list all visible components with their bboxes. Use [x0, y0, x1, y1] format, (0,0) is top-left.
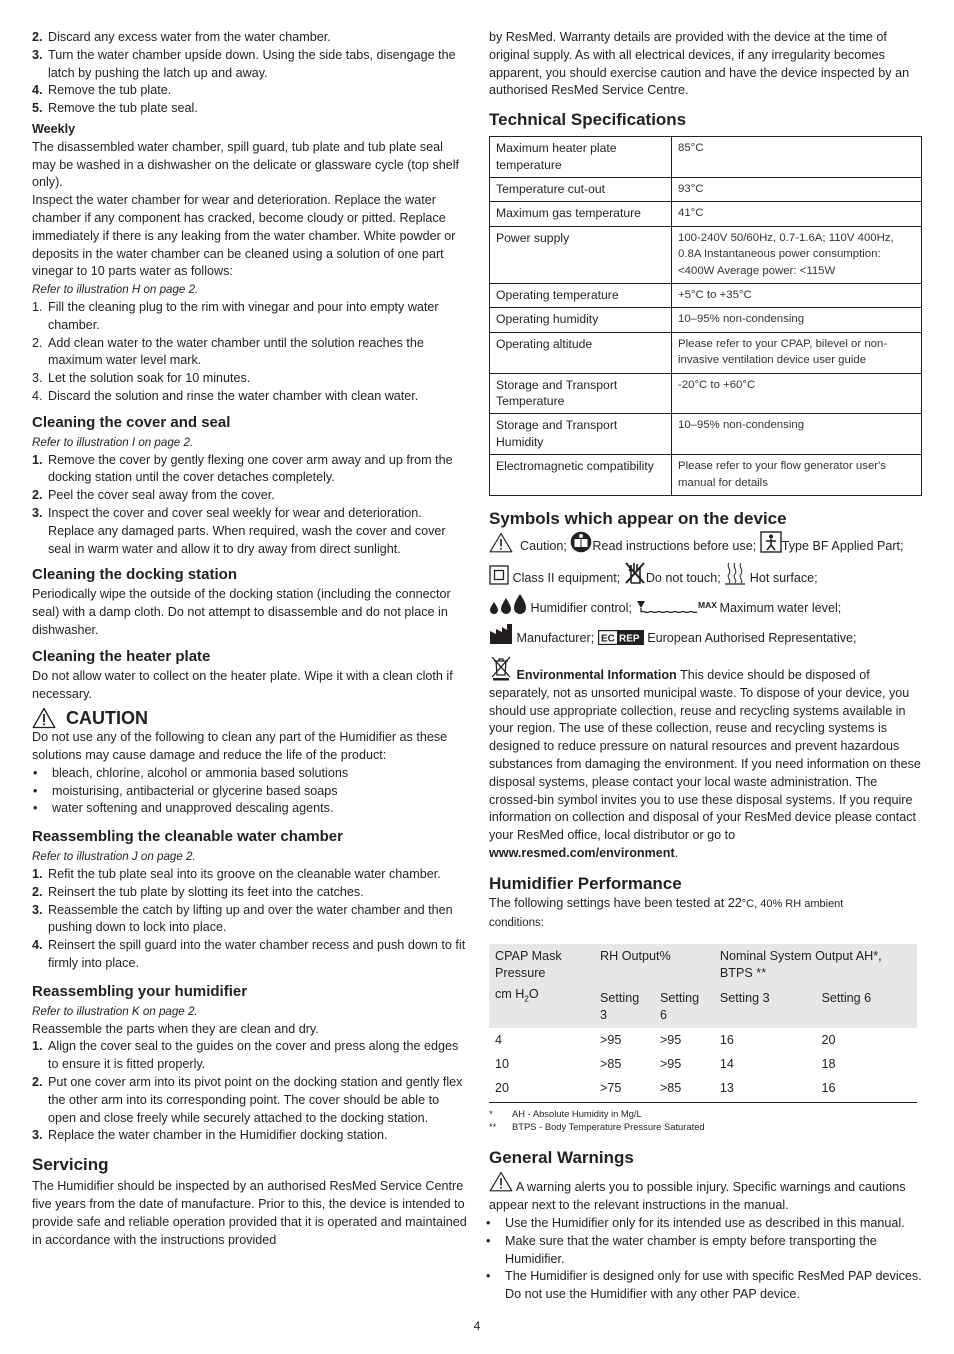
perf-footnotes [489, 1107, 925, 1133]
reassemble-humidifier-ref: Refer to illustration K on page 2. [32, 1004, 198, 1018]
list-item: 4. Discard the solution and rinse the water chamber with clean water. [32, 388, 419, 403]
cover-seal-heading: Cleaning the cover and seal [32, 413, 231, 431]
table-row: 10 >85 >95 14 18 [495, 1057, 836, 1072]
symbols-line-2: Class II equipment; Do not touch; Hot surface; [489, 561, 925, 593]
warning-icon [489, 1171, 513, 1192]
servicing-text: The Humidifier should be inspected by an authorised ResMed Service Centre five years from the date of manufacture. Prior to this, the device is intended to provide safe and reliable operation provided that it is operated and maintained in accordance with the instructions provided [32, 1179, 467, 1247]
table-row: Operating altitude Please refer to your CPAP, bilevel or non-invasive ventilation device user guide [490, 332, 922, 373]
docking-heading: Cleaning the docking station [32, 566, 238, 584]
max-label: MAX [698, 600, 718, 611]
hot-surface-icon [724, 561, 746, 585]
cover-seal-steps [32, 452, 468, 559]
list-item: 2. Discard any excess water from the water chamber. [32, 30, 331, 44]
list-item: 1. Fill the cleaning plug to the rim with vinegar and pour into empty water chamber. [32, 299, 439, 332]
list-item: 2. Put one cover arm into its pivot point on the docking station and gently flex the other arm into its corresponding point. The cover should be able to open and close freely while securely attached to the docking station. [32, 1075, 463, 1125]
weekly-heading: Weekly [32, 121, 76, 136]
right-column [489, 29, 925, 1304]
warnings-bullets [485, 1215, 925, 1304]
table-subheader-row: Setting 3 Setting 6 Setting 3 Setting 6 [489, 986, 917, 1028]
docking-text: Periodically wipe the outside of the docking station (including the connector seal) with a damp cloth. Do not attempt to disassemble and do not place in dishwasher. [32, 587, 451, 637]
table-row: Power supply 100-240V 50/60Hz, 0.7-1.6A; 110V 400Hz, 0.8A Instantaneous power consumption: <400W Average power: <115W [490, 226, 922, 283]
list-item: • bleach, chlorine, alcohol or ammonia based solutions [32, 765, 468, 783]
list-item: • moisturising, antibacterial or glycerine based soaps [32, 783, 468, 801]
perf-table [489, 944, 917, 1103]
vinegar-steps [32, 299, 468, 406]
reassemble-humidifier-heading: Reassembling your humidifier [32, 982, 248, 1000]
caution-bullets [32, 765, 468, 818]
list-item: 4. Remove the tub plate. [32, 83, 172, 98]
col-nominal-output: Nominal System Output AH*, BTPS ** [714, 944, 917, 986]
table-row: Electromagnetic compatibility Please refer to your flow generator user's manual for details [490, 455, 922, 496]
disassembly-steps-cont [32, 29, 468, 118]
table-row: Storage and Transport Temperature -20°C to +60°C [490, 373, 922, 414]
reassemble-chamber-ref: Refer to illustration J on page 2. [32, 850, 196, 864]
list-item: 3. Inspect the cover and cover seal weekly for wear and deterioration. Replace any damaged parts. When required, wash the cover and cover seal in warm water and allow it to dry away from direct sunlight. [32, 505, 446, 556]
perf-intro: The following settings have been tested at 22°C, 40% RH ambient conditions: [489, 895, 844, 929]
perf-heading: Humidifier Performance [489, 873, 682, 893]
page-number: 4 [473, 1319, 481, 1333]
list-item: 2. Add clean water to the water chamber until the solution reaches the maximum water level mark. [32, 335, 424, 368]
servicing-heading: Servicing [32, 1155, 109, 1175]
symbols-line-3: Humidifier control; MAX Maximum water level; [489, 593, 925, 623]
table-header-row [489, 944, 917, 986]
environment-link[interactable]: www.resmed.com/environment [489, 846, 675, 861]
reassemble-humidifier-intro: Reassemble the parts when they are clean and dry. [32, 1021, 319, 1036]
warnings-intro: A warning alerts you to possible injury. Specific warnings and cautions appear next to the relevant instructions in the manual. [489, 1171, 925, 1215]
reassemble-humidifier-steps [32, 1038, 468, 1145]
left-column [32, 29, 468, 1249]
cover-seal-ref: Refer to illustration I on page 2. [32, 435, 194, 449]
max-water-level-icon [635, 599, 719, 615]
list-item: 1. Refit the tub plate seal into its groove on the cleanable water chamber. [32, 867, 441, 882]
heater-heading: Cleaning the heater plate [32, 647, 211, 665]
reassemble-chamber-steps [32, 866, 468, 973]
weekly-para-2: Inspect the water chamber for wear and deterioration. Replace the water chamber if any component has cracked, become cloudy or pitted. Replace immediately if there is any leaking from the water chamber. White powder or deposits in the water chamber can be cleaned using a solution of one part vinegar to 10 parts water as follows: [32, 193, 456, 279]
list-item: 1. Align the cover seal to the guides on the cover and press along the edges to ensure it is fitted properly. [32, 1039, 459, 1072]
weekly-ref: Refer to illustration H on page 2. [32, 283, 199, 297]
weekly-para-1: The disassembled water chamber, spill guard, tub plate and tub plate seal may be washed in a dishwasher on the delicate or glassware cycle (top shelf only). [32, 139, 460, 190]
rep-label: REP [618, 633, 640, 645]
table-row: Operating humidity 10–95% non-condensing [490, 308, 922, 332]
warnings-heading: General Warnings [489, 1148, 634, 1168]
list-item: 2. Reinsert the tub plate by slotting its feet into the catches. [32, 884, 364, 899]
environmental-info: Environmental Information This device should be disposed of separately, not as unsorted municipal waste. To dispose of your device, you should use appropriate collection, reuse and recycling systems available in your region. The use of these collection, reuse and recycling systems is designed to reduce pressure on natural resources and prevent hazardous substances from damaging the environment. If you need information on these disposal systems, please contact your local waste administration. The crossed-bin symbol invites you to use these disposal systems. If you require information on collection and disposal of your ResMed device please contact your ResMed office, local distributor or go to www.resmed.com/environment. [489, 655, 925, 863]
servicing-text-cont: by ResMed. Warranty details are provided with the device at the time of original supply. As with all electrical devices, if any irregularity becomes apparent, you should exercise caution and have the device inspected by an authorised ResMed Service Centre. [489, 30, 910, 98]
table-row: 4 >95 >95 16 20 [495, 1033, 836, 1048]
heater-text: Do not allow water to collect on the heater plate. Wipe it with a clean cloth if necessary. [32, 668, 453, 701]
type-bf-icon [760, 531, 782, 553]
list-item: • Use the Humidifier only for its intended use as described in this manual. [485, 1215, 925, 1233]
caution-icon [32, 707, 56, 729]
list-item: • water softening and unapproved descaling agents. [32, 800, 468, 818]
footnote: * AH - Absolute Humidity in Mg/L [489, 1108, 642, 1120]
symbols-heading: Symbols which appear on the device [489, 509, 787, 529]
caution-heading: CAUTION [32, 707, 468, 729]
list-item: • The Humidifier is designed only for use with specific ResMed PAP devices. Do not use the Humidifier with any other PAP device. [485, 1268, 925, 1304]
manufacturer-icon [489, 623, 513, 645]
class-ii-icon [489, 565, 509, 585]
tech-spec-heading: Technical Specifications [489, 110, 687, 130]
list-item: 3. Turn the water chamber upside down. Using the side tabs, disengage the latch by pushing the latch up and away. [32, 47, 456, 80]
list-item: 1. Remove the cover by gently flexing one cover arm away and up from the docking station until the cover detaches completely. [32, 452, 453, 485]
list-item: 4. Reinsert the spill guard into the water chamber recess and push down to fit firmly into place. [32, 938, 466, 971]
symbols-line-4: Manufacturer; EC REP European Authorised Representative; [489, 623, 925, 653]
do-not-touch-icon [624, 561, 646, 585]
caution-icon [489, 532, 513, 553]
list-item: 3. Reassemble the catch by lifting up and over the water chamber and then pushing down to lock into place. [32, 902, 453, 935]
list-item: 3. Replace the water chamber in the Humidifier docking station. [32, 1128, 388, 1143]
read-instructions-icon [570, 531, 592, 553]
table-row: 20 >75 >85 13 16 [489, 1076, 917, 1103]
list-item: • Make sure that the water chamber is empty before transporting the Humidifier. [485, 1233, 925, 1269]
caution-text: Do not use any of the following to clean any part of the Humidifier as these solutions may cause damage and reduce the life of the product: [32, 730, 448, 763]
table-row: Operating temperature +5°C to +35°C [490, 284, 922, 308]
col-rh-output: RH Output% [594, 944, 714, 986]
table-row: Maximum gas temperature 41°C [490, 202, 922, 226]
table-row: Temperature cut-out 93°C [490, 178, 922, 202]
table-row: Storage and Transport Humidity 10–95% non-condensing [490, 414, 922, 455]
col-pressure: CPAP Mask Pressure cm $H_2O$ [489, 944, 594, 1028]
list-item: 3. Let the solution soak for 10 minutes. [32, 371, 251, 386]
ec-label: EC [600, 633, 615, 645]
humidifier-control-icon [489, 593, 527, 615]
footnote: ** BTPS - Body Temperature Pressure Saturated [489, 1121, 705, 1133]
ec-rep-icon [598, 630, 644, 645]
tech-spec-table [489, 136, 922, 496]
table-row: Maximum heater plate temperature 85°C [490, 137, 922, 178]
reassemble-chamber-heading: Reassembling the cleanable water chamber [32, 828, 343, 846]
list-item: 2. Peel the cover seal away from the cover. [32, 488, 275, 503]
crossed-bin-icon [489, 655, 513, 681]
symbols-line-1: Caution; Read instructions before use; Type BF Applied Part; [489, 531, 925, 561]
list-item: 5. Remove the tub plate seal. [32, 101, 198, 116]
